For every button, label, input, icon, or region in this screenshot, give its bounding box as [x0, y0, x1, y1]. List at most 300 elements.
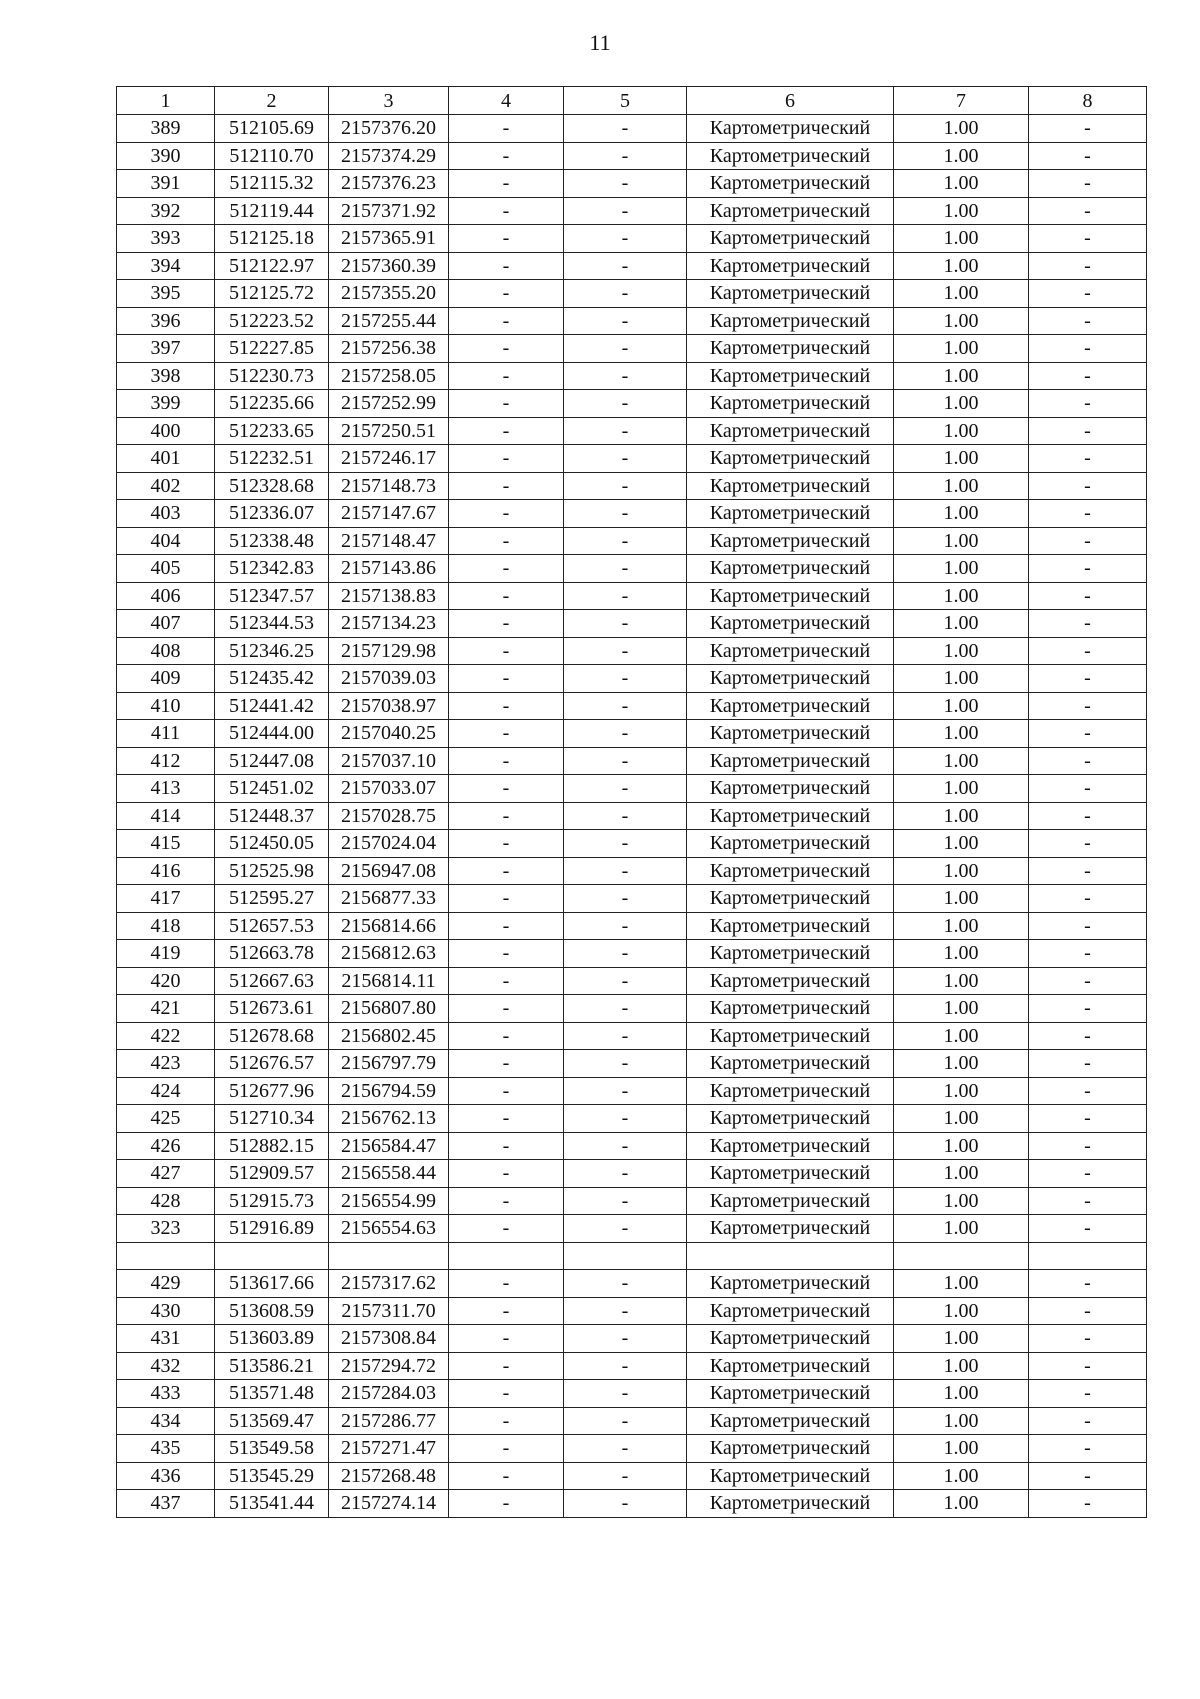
- table-cell: Картометрический: [687, 417, 894, 445]
- table-cell: 1.00: [894, 1380, 1029, 1408]
- table-cell: 1.00: [894, 720, 1029, 748]
- table-cell: Картометрический: [687, 1325, 894, 1353]
- table-cell: -: [449, 1132, 564, 1160]
- table-cell: 1.00: [894, 1407, 1029, 1435]
- table-cell: 415: [117, 830, 215, 858]
- table-cell: 2156762.13: [329, 1105, 449, 1133]
- table-row: [117, 747, 1147, 775]
- table-cell: -: [449, 115, 564, 143]
- table-cell: -: [1029, 610, 1147, 638]
- table-cell: Картометрический: [687, 1187, 894, 1215]
- table-cell: -: [1029, 967, 1147, 995]
- table-cell: 2157040.25: [329, 720, 449, 748]
- table-cell: -: [449, 720, 564, 748]
- table-cell: 513608.59: [215, 1297, 329, 1325]
- table-cell: 512328.68: [215, 472, 329, 500]
- table-cell: 1.00: [894, 610, 1029, 638]
- table-cell: -: [449, 940, 564, 968]
- table-cell: Картометрический: [687, 500, 894, 528]
- table-cell: 512223.52: [215, 307, 329, 335]
- table-cell: Картометрический: [687, 142, 894, 170]
- table-row: [117, 1077, 1147, 1105]
- table-cell: 512125.18: [215, 225, 329, 253]
- table-cell: -: [1029, 830, 1147, 858]
- page-number: 11: [589, 30, 611, 55]
- table-cell: -: [564, 1050, 687, 1078]
- table-cell: -: [564, 885, 687, 913]
- table-cell: -: [564, 582, 687, 610]
- table-row: [117, 1187, 1147, 1215]
- table-cell: Картометрический: [687, 555, 894, 583]
- table-cell: 395: [117, 280, 215, 308]
- table-cell: -: [564, 1105, 687, 1133]
- table-cell: -: [1029, 665, 1147, 693]
- table-cell: 421: [117, 995, 215, 1023]
- table-cell: 399: [117, 390, 215, 418]
- table-row: [117, 417, 1147, 445]
- table-row: [117, 1022, 1147, 1050]
- table-cell: -: [1029, 362, 1147, 390]
- table-cell: -: [564, 665, 687, 693]
- table-cell: Картометрический: [687, 1407, 894, 1435]
- table-cell: 428: [117, 1187, 215, 1215]
- table-cell: -: [564, 390, 687, 418]
- table-cell: -: [564, 1407, 687, 1435]
- table-cell: 512342.83: [215, 555, 329, 583]
- table-cell: -: [449, 582, 564, 610]
- table-cell: 512125.72: [215, 280, 329, 308]
- table-cell: Картометрический: [687, 197, 894, 225]
- table-cell: 433: [117, 1380, 215, 1408]
- table-cell: 1.00: [894, 527, 1029, 555]
- table-cell: 1.00: [894, 1325, 1029, 1353]
- table-cell: Картометрический: [687, 1490, 894, 1518]
- table-cell: -: [1029, 1105, 1147, 1133]
- table-header-row: [117, 87, 1147, 115]
- table-cell: Картометрический: [687, 720, 894, 748]
- table-cell: Картометрический: [687, 1435, 894, 1463]
- table-row: [117, 1435, 1147, 1463]
- table-cell: -: [564, 1462, 687, 1490]
- table-cell: [564, 1242, 687, 1270]
- table-cell: 409: [117, 665, 215, 693]
- table-cell: Картометрический: [687, 1380, 894, 1408]
- table-cell: -: [449, 747, 564, 775]
- table-cell: -: [449, 1187, 564, 1215]
- coordinates-table: [116, 86, 1147, 1518]
- table-cell: 2156807.80: [329, 995, 449, 1023]
- table-row: [117, 390, 1147, 418]
- table-cell: -: [449, 197, 564, 225]
- table-cell: 391: [117, 170, 215, 198]
- table-cell: [117, 1242, 215, 1270]
- table-cell: -: [564, 1270, 687, 1298]
- table-cell: Картометрический: [687, 1297, 894, 1325]
- table-cell: 392: [117, 197, 215, 225]
- table-cell: 323: [117, 1215, 215, 1243]
- table-row: [117, 830, 1147, 858]
- table-cell: 1.00: [894, 1270, 1029, 1298]
- table-cell: Картометрический: [687, 225, 894, 253]
- table-cell: Картометрический: [687, 390, 894, 418]
- table-cell: -: [1029, 1325, 1147, 1353]
- table-cell: Картометрический: [687, 940, 894, 968]
- table-cell: Картометрический: [687, 307, 894, 335]
- table-cell: Картометрический: [687, 1105, 894, 1133]
- table-row: [117, 170, 1147, 198]
- table-cell: 1.00: [894, 142, 1029, 170]
- table-cell: 427: [117, 1160, 215, 1188]
- table-cell: 411: [117, 720, 215, 748]
- table-cell: -: [564, 1160, 687, 1188]
- table-cell: 2157371.92: [329, 197, 449, 225]
- column-header: 7: [894, 87, 1029, 115]
- table-cell: -: [1029, 280, 1147, 308]
- table-cell: -: [1029, 912, 1147, 940]
- table-cell: -: [564, 1077, 687, 1105]
- table-cell: 1.00: [894, 225, 1029, 253]
- table-cell: 2156877.33: [329, 885, 449, 913]
- table-cell: Картометрический: [687, 1132, 894, 1160]
- table-cell: -: [564, 1187, 687, 1215]
- table-cell: 2157033.07: [329, 775, 449, 803]
- table-cell: 1.00: [894, 665, 1029, 693]
- table-cell: 403: [117, 500, 215, 528]
- table-cell: -: [1029, 1435, 1147, 1463]
- table-cell: -: [564, 225, 687, 253]
- table-cell: -: [449, 1022, 564, 1050]
- table-cell: 1.00: [894, 857, 1029, 885]
- table-cell: -: [449, 912, 564, 940]
- table-cell: -: [564, 555, 687, 583]
- table-cell: 1.00: [894, 1187, 1029, 1215]
- table-row: [117, 1215, 1147, 1243]
- table-cell: 2157355.20: [329, 280, 449, 308]
- table-cell: 1.00: [894, 830, 1029, 858]
- table-cell: -: [564, 1132, 687, 1160]
- table-row: [117, 692, 1147, 720]
- table-cell: 416: [117, 857, 215, 885]
- table-cell: -: [564, 335, 687, 363]
- table-cell: Картометрический: [687, 582, 894, 610]
- table-cell: 404: [117, 527, 215, 555]
- table-cell: 390: [117, 142, 215, 170]
- table-cell: -: [449, 610, 564, 638]
- table-cell: 418: [117, 912, 215, 940]
- table-cell: 1.00: [894, 1077, 1029, 1105]
- table-row: [117, 1352, 1147, 1380]
- table-cell: 402: [117, 472, 215, 500]
- table-cell: 512232.51: [215, 445, 329, 473]
- table-cell: -: [1029, 417, 1147, 445]
- table-cell: 397: [117, 335, 215, 363]
- table-cell: -: [1029, 1022, 1147, 1050]
- table-cell: 2157028.75: [329, 802, 449, 830]
- table-row: [117, 115, 1147, 143]
- table-cell: Картометрический: [687, 472, 894, 500]
- table-row: [117, 1160, 1147, 1188]
- column-header: 5: [564, 87, 687, 115]
- table-cell: -: [449, 1160, 564, 1188]
- table-cell: 1.00: [894, 775, 1029, 803]
- table-cell: Картометрический: [687, 362, 894, 390]
- table-cell: 2157317.62: [329, 1270, 449, 1298]
- table-cell: -: [449, 1490, 564, 1518]
- table-cell: 425: [117, 1105, 215, 1133]
- table-cell: -: [449, 1325, 564, 1353]
- table-cell: -: [1029, 940, 1147, 968]
- table-cell: 414: [117, 802, 215, 830]
- table-cell: 1.00: [894, 1022, 1029, 1050]
- table-cell: 513545.29: [215, 1462, 329, 1490]
- table-cell: 1.00: [894, 1490, 1029, 1518]
- table-cell: 2156554.99: [329, 1187, 449, 1215]
- table-cell: 1.00: [894, 582, 1029, 610]
- table-cell: 512233.65: [215, 417, 329, 445]
- table-cell: -: [449, 1407, 564, 1435]
- table-cell: 432: [117, 1352, 215, 1380]
- table-cell: 1.00: [894, 445, 1029, 473]
- table-cell: -: [564, 1022, 687, 1050]
- table-cell: 431: [117, 1325, 215, 1353]
- table-cell: [215, 1242, 329, 1270]
- table-cell: 424: [117, 1077, 215, 1105]
- table-cell: -: [1029, 582, 1147, 610]
- table-cell: -: [564, 1352, 687, 1380]
- column-header: 6: [687, 87, 894, 115]
- table-cell: -: [449, 335, 564, 363]
- table-cell: 1.00: [894, 802, 1029, 830]
- table-cell: 2157376.20: [329, 115, 449, 143]
- table-cell: -: [1029, 1490, 1147, 1518]
- table-cell: Картометрический: [687, 1077, 894, 1105]
- table-cell: Картометрический: [687, 1462, 894, 1490]
- table-cell: 512347.57: [215, 582, 329, 610]
- table-cell: 1.00: [894, 390, 1029, 418]
- table-cell: -: [449, 1297, 564, 1325]
- table-cell: 1.00: [894, 197, 1029, 225]
- table-cell: -: [1029, 1462, 1147, 1490]
- table-cell: -: [564, 500, 687, 528]
- table-cell: 422: [117, 1022, 215, 1050]
- table-row: [117, 940, 1147, 968]
- table-cell: -: [564, 445, 687, 473]
- table-cell: 512657.53: [215, 912, 329, 940]
- table-cell: 1.00: [894, 417, 1029, 445]
- table-cell: -: [1029, 500, 1147, 528]
- table-row: [117, 472, 1147, 500]
- table-cell: -: [449, 555, 564, 583]
- table-cell: -: [564, 170, 687, 198]
- table-row: [117, 857, 1147, 885]
- table-cell: -: [1029, 1297, 1147, 1325]
- table-cell: 2157138.83: [329, 582, 449, 610]
- table-cell: 2157256.38: [329, 335, 449, 363]
- table-cell: 2157246.17: [329, 445, 449, 473]
- table-row: [117, 582, 1147, 610]
- table-cell: -: [449, 1462, 564, 1490]
- table-cell: 2157376.23: [329, 170, 449, 198]
- table-cell: 1.00: [894, 1160, 1029, 1188]
- table-cell: 417: [117, 885, 215, 913]
- table-cell: -: [449, 472, 564, 500]
- table-cell: -: [1029, 1407, 1147, 1435]
- table-cell: 435: [117, 1435, 215, 1463]
- table-cell: Картометрический: [687, 115, 894, 143]
- table-cell: 512678.68: [215, 1022, 329, 1050]
- column-header: 8: [1029, 87, 1147, 115]
- table-cell: -: [449, 1352, 564, 1380]
- table-cell: 407: [117, 610, 215, 638]
- table-cell: 2157038.97: [329, 692, 449, 720]
- table-row: [117, 527, 1147, 555]
- table-cell: -: [449, 1215, 564, 1243]
- table-cell: -: [449, 775, 564, 803]
- table-cell: 512110.70: [215, 142, 329, 170]
- table-cell: 512673.61: [215, 995, 329, 1023]
- table-cell: 2156554.63: [329, 1215, 449, 1243]
- table-row: [117, 1132, 1147, 1160]
- table-cell: -: [449, 1050, 564, 1078]
- table-cell: -: [564, 747, 687, 775]
- table-cell: 2157268.48: [329, 1462, 449, 1490]
- table-cell: Картометрический: [687, 252, 894, 280]
- table-cell: 1.00: [894, 115, 1029, 143]
- table-cell: 1.00: [894, 170, 1029, 198]
- table-cell: 430: [117, 1297, 215, 1325]
- table-cell: 1.00: [894, 1132, 1029, 1160]
- table-row: [117, 967, 1147, 995]
- table-cell: Картометрический: [687, 802, 894, 830]
- table-cell: Картометрический: [687, 1270, 894, 1298]
- table-cell: 1.00: [894, 252, 1029, 280]
- table-cell: 1.00: [894, 472, 1029, 500]
- table-cell: [329, 1242, 449, 1270]
- table-row: [117, 720, 1147, 748]
- table-cell: -: [449, 885, 564, 913]
- table-cell: -: [449, 692, 564, 720]
- table-cell: Картометрический: [687, 335, 894, 363]
- table-cell: Картометрический: [687, 692, 894, 720]
- table-cell: 2157037.10: [329, 747, 449, 775]
- table-row: [117, 610, 1147, 638]
- table-cell: 512667.63: [215, 967, 329, 995]
- table-cell: 2156802.45: [329, 1022, 449, 1050]
- table-cell: 1.00: [894, 967, 1029, 995]
- table-cell: 513571.48: [215, 1380, 329, 1408]
- table-cell: -: [449, 252, 564, 280]
- table-cell: 2157311.70: [329, 1297, 449, 1325]
- table-cell: -: [1029, 1077, 1147, 1105]
- table-cell: 2157147.67: [329, 500, 449, 528]
- table-cell: 2156794.59: [329, 1077, 449, 1105]
- table-cell: -: [449, 857, 564, 885]
- table-cell: -: [564, 940, 687, 968]
- table-cell: -: [1029, 692, 1147, 720]
- table-cell: 512444.00: [215, 720, 329, 748]
- table-cell: -: [449, 500, 564, 528]
- table-cell: 512916.89: [215, 1215, 329, 1243]
- table-cell: -: [449, 802, 564, 830]
- table-cell: 512227.85: [215, 335, 329, 363]
- table-cell: 400: [117, 417, 215, 445]
- table-cell: 512677.96: [215, 1077, 329, 1105]
- table-cell: -: [449, 362, 564, 390]
- table-cell: -: [1029, 775, 1147, 803]
- table-cell: 512105.69: [215, 115, 329, 143]
- column-header: 3: [329, 87, 449, 115]
- table-row: [117, 280, 1147, 308]
- table-cell: 512119.44: [215, 197, 329, 225]
- table-cell: 1.00: [894, 912, 1029, 940]
- table-cell: 398: [117, 362, 215, 390]
- table-cell: 1.00: [894, 1462, 1029, 1490]
- table-cell: -: [564, 610, 687, 638]
- table-cell: 2157250.51: [329, 417, 449, 445]
- table-cell: 1.00: [894, 692, 1029, 720]
- table-cell: Картометрический: [687, 610, 894, 638]
- table-cell: -: [1029, 1132, 1147, 1160]
- table-cell: 2157365.91: [329, 225, 449, 253]
- table-cell: 1.00: [894, 1352, 1029, 1380]
- table-cell: -: [449, 280, 564, 308]
- table-cell: -: [449, 1270, 564, 1298]
- table-cell: 2157129.98: [329, 637, 449, 665]
- table-cell: 1.00: [894, 1105, 1029, 1133]
- table-cell: 512450.05: [215, 830, 329, 858]
- table-cell: 2157271.47: [329, 1435, 449, 1463]
- table-cell: 393: [117, 225, 215, 253]
- table-cell: 2156812.63: [329, 940, 449, 968]
- table-cell: 2157258.05: [329, 362, 449, 390]
- table-cell: -: [1029, 555, 1147, 583]
- table-cell: 513569.47: [215, 1407, 329, 1435]
- table-cell: Картометрический: [687, 885, 894, 913]
- table-cell: [894, 1242, 1029, 1270]
- table-cell: 2157252.99: [329, 390, 449, 418]
- table-cell: -: [1029, 1270, 1147, 1298]
- table-cell: 2157143.86: [329, 555, 449, 583]
- table-row: [117, 1462, 1147, 1490]
- table-cell: 512447.08: [215, 747, 329, 775]
- table-cell: -: [564, 1435, 687, 1463]
- table-cell: -: [564, 307, 687, 335]
- table-cell: 389: [117, 115, 215, 143]
- table-cell: Картометрический: [687, 1160, 894, 1188]
- column-header: 2: [215, 87, 329, 115]
- table-cell: -: [449, 637, 564, 665]
- table-cell: Картометрический: [687, 527, 894, 555]
- table-cell: -: [1029, 720, 1147, 748]
- table-cell: 512451.02: [215, 775, 329, 803]
- table-cell: 429: [117, 1270, 215, 1298]
- table-cell: Картометрический: [687, 665, 894, 693]
- table-row: [117, 912, 1147, 940]
- table-cell: -: [564, 527, 687, 555]
- table-cell: 513586.21: [215, 1352, 329, 1380]
- table-cell: 1.00: [894, 362, 1029, 390]
- table-cell: 1.00: [894, 885, 1029, 913]
- table-cell: -: [564, 472, 687, 500]
- table-cell: 512122.97: [215, 252, 329, 280]
- table-cell: -: [1029, 1352, 1147, 1380]
- table-cell: 394: [117, 252, 215, 280]
- table-cell: 2156584.47: [329, 1132, 449, 1160]
- table-cell: 512525.98: [215, 857, 329, 885]
- table-cell: Картометрический: [687, 857, 894, 885]
- table-cell: -: [564, 252, 687, 280]
- table-cell: 1.00: [894, 555, 1029, 583]
